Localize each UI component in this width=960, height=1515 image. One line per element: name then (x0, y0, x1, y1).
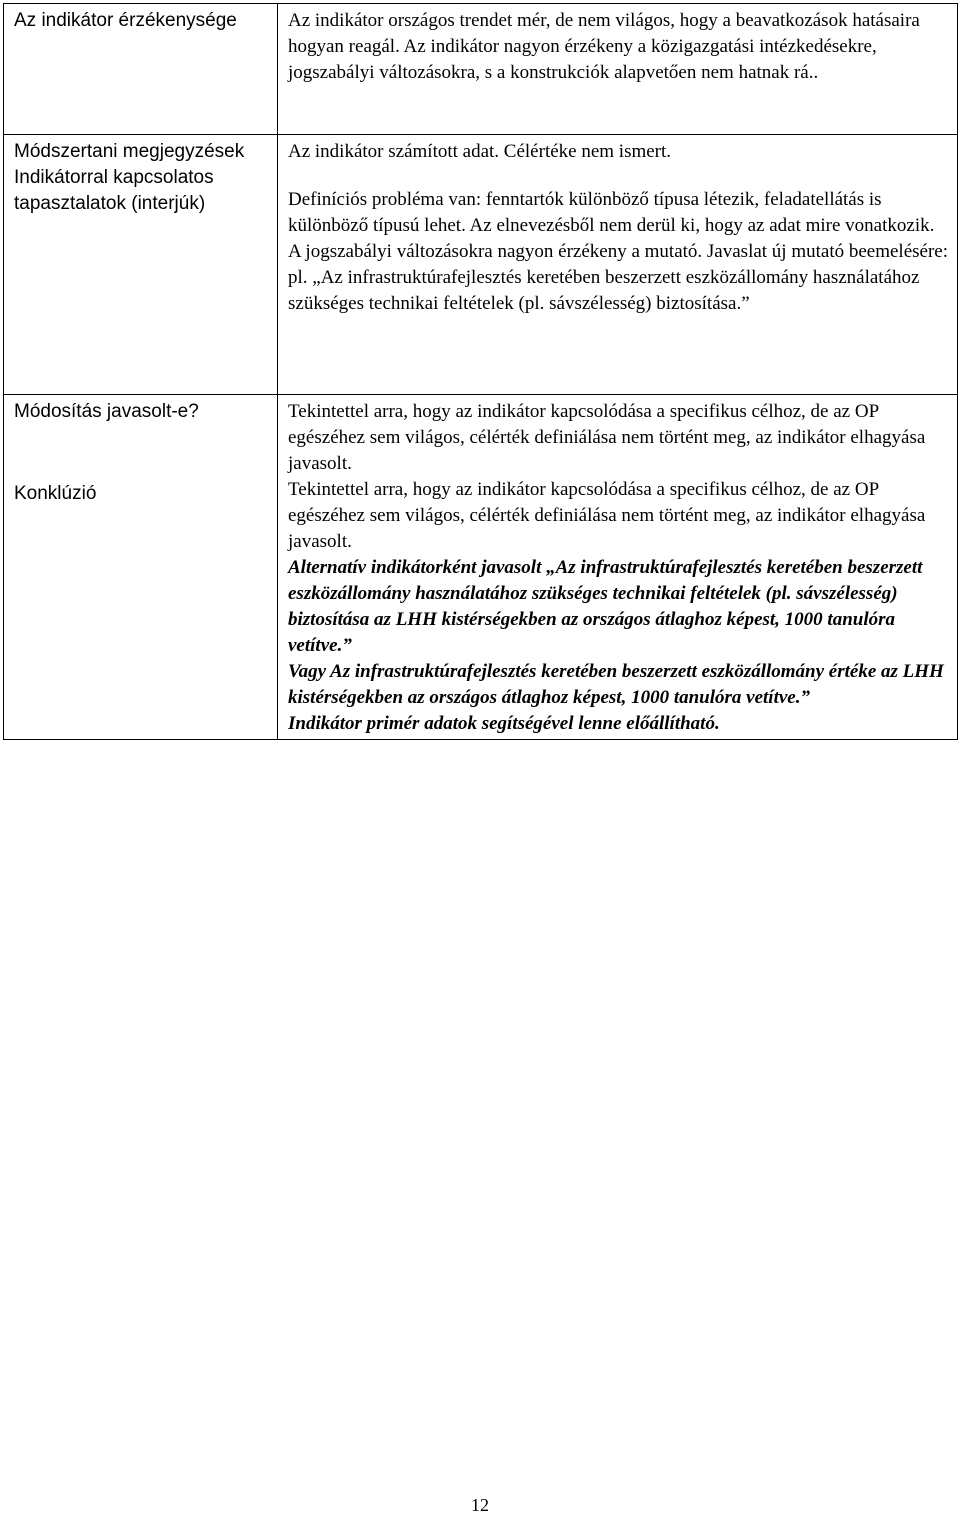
content-cell-modification (278, 395, 958, 740)
content-sensitivity: Az indikátor országos trendet mér, de nem világos, hogy a beavatkozások hatásaira hogyan reagál. Az indikátor nagyon érzékeny a közigazgatási intézkedésekre, jogszabályi változásokra, s a konstrukciók alapvetően nem hatnak rá.. (288, 10, 920, 83)
table-row-modification (4, 395, 958, 740)
table-row-sensitivity (4, 4, 958, 135)
page-number: 12 (471, 1495, 489, 1515)
label-cell-modification (4, 395, 278, 740)
content-cell-methodology (278, 135, 958, 395)
content-cell-sensitivity (278, 4, 958, 135)
label-gap (14, 425, 269, 481)
indicator-table (3, 3, 958, 740)
label-cell-methodology (4, 135, 278, 395)
label-cell-sensitivity (4, 4, 278, 135)
content-experiences: Definíciós probléma van: fenntartók különböző típusa létezik, feladatellátás is különböző típusú lehet. Az elnevezésből nem derül ki, hogy az adat mire vonatkozik. A jogszabályi változásokra nagyon érzékeny a mutató. Javaslat új mutató beemelésére: pl. „Az infrastruktúrafejlesztés keretében beszerzett eszközállomány használatához szükséges technikai feltételek (pl. sávszélesség) biztosítása.” (288, 189, 949, 314)
content-methodology: Az indikátor számított adat. Célértéke nem ismert. (288, 141, 672, 162)
content-conclusion: Tekintettel arra, hogy az indikátor kapcsolódása a specifikus célhoz, de az OP egészéhez sem világos, célérték definiálása nem történt meg, az indikátor elhagyása javasolt. (288, 479, 926, 552)
paragraph-gap (288, 165, 949, 187)
label-methodology: Módszertani megjegyzések (14, 141, 245, 162)
alternative-indicator-2: Vagy Az infrastruktúrafejlesztés keretében beszerzett eszközállomány értéke az LHH kistérségekben az országos átlaghoz képest, 1000 tanulóra vetítve.” (288, 661, 944, 708)
alternative-indicator-3: Indikátor primér adatok segítségével lenne előállítható. (288, 713, 720, 734)
alternative-indicator-1: Alternatív indikátorként javasolt „Az infrastruktúrafejlesztés keretében beszerzett eszközállomány használatához szükséges technikai feltételek (pl. sávszélesség) biztosítása az LHH kistérségekben az országos átlaghoz képest, 1000 tanulóra vetítve.” (288, 557, 923, 656)
label-modification: Módosítás javasolt-e? (14, 401, 199, 422)
table-row-methodology (4, 135, 958, 395)
label-sensitivity: Az indikátor érzékenysége (14, 10, 237, 31)
label-experiences: Indikátorral kapcsolatos tapasztalatok (interjúk) (14, 167, 214, 214)
content-modification: Tekintettel arra, hogy az indikátor kapcsolódása a specifikus célhoz, de az OP egészéhez sem világos, célérték definiálása nem történt meg, az indikátor elhagyása javasolt. (288, 401, 926, 474)
label-conclusion: Konklúzió (14, 483, 97, 504)
